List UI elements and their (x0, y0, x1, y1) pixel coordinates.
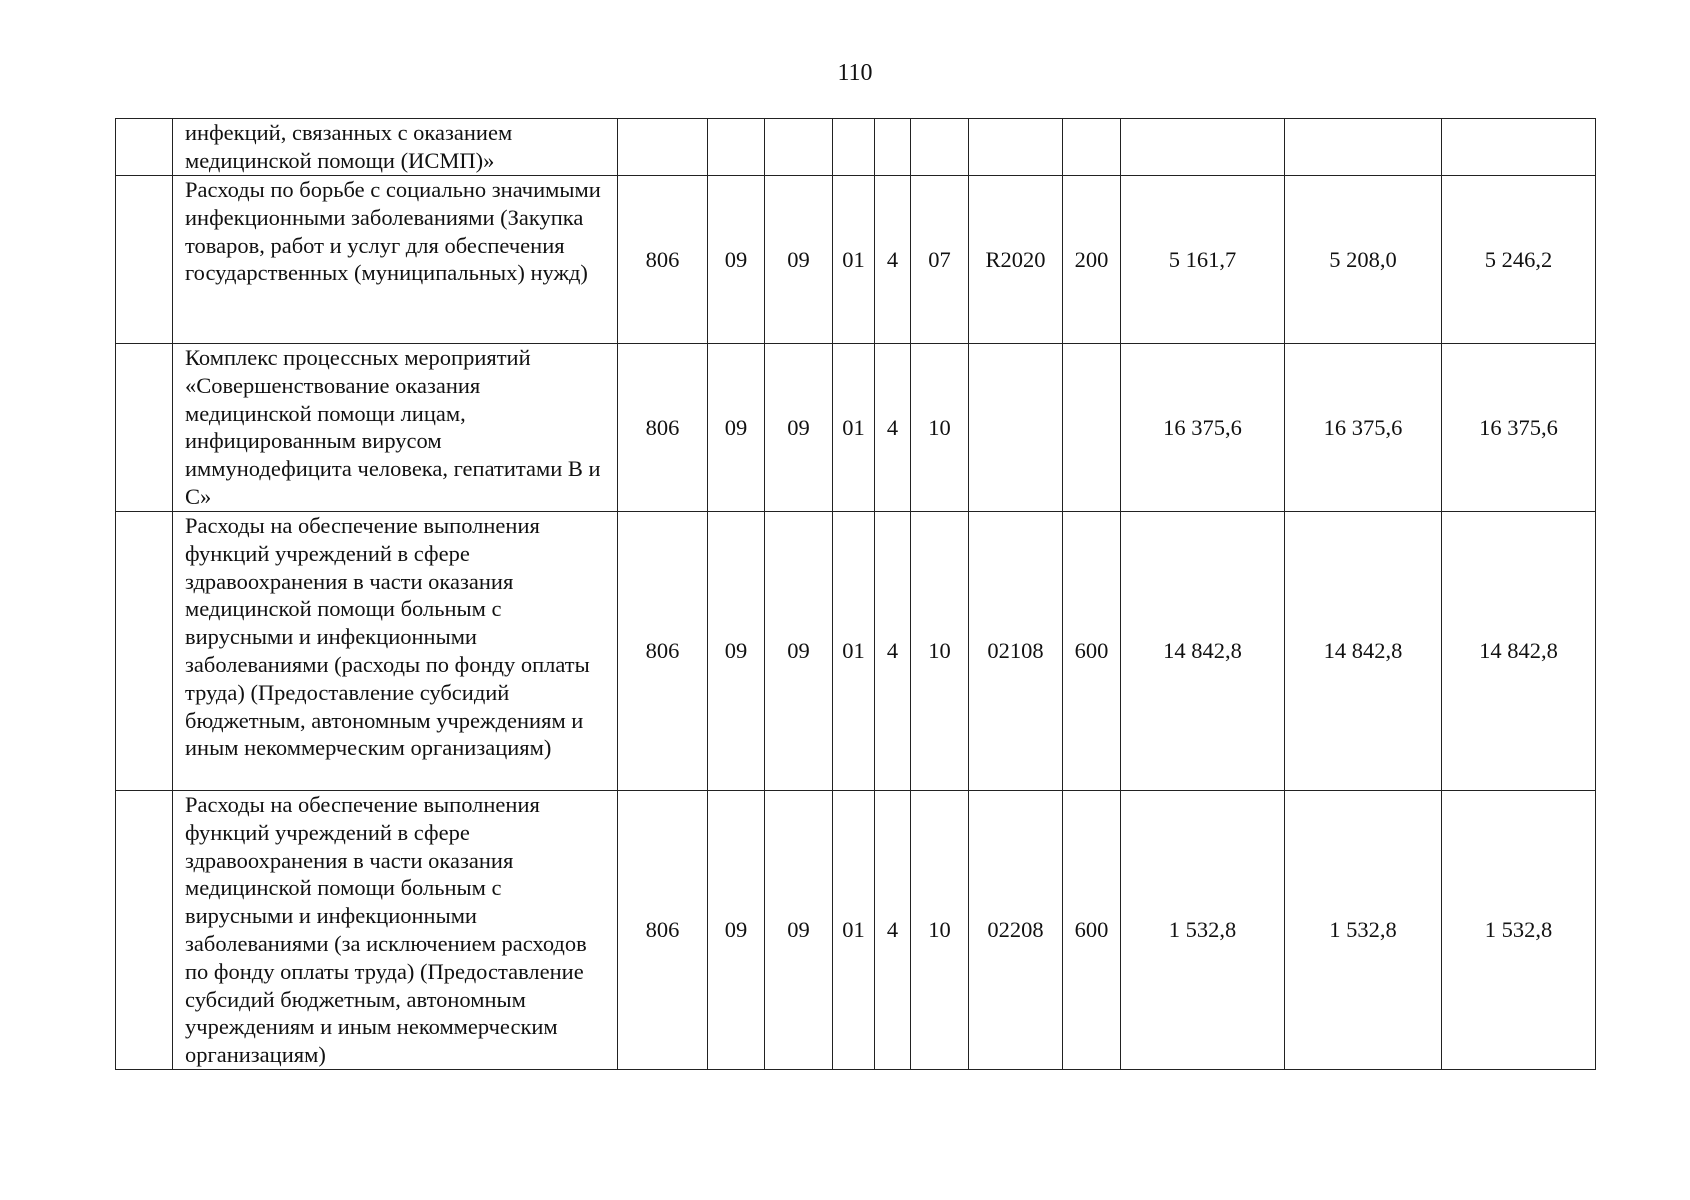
expense-direction-cell: 02108 (969, 512, 1063, 791)
expense-type-cell: 600 (1063, 512, 1121, 791)
row-name-cell: Расходы на обеспечение выполнения функций учреждений в сфере здравоохранения в части оказания медицинской помощи больным с вирусными и инфекционными заболеваниями (за исключением расходов по фонду оплаты труда) (Предоставление субсидий бюджетным, автономным учреждениям и иным некоммерческим организациям) (173, 791, 618, 1070)
grbs-cell: 806 (618, 512, 708, 791)
grbs-cell (618, 119, 708, 176)
row-name-cell: Расходы по борьбе с социально значимыми инфекционными заболеваниями (Закупка товаров, работ и услуг для обеспечения государственных (муниципальных) нужд) (173, 176, 618, 344)
amount-year2-cell: 5 208,0 (1285, 176, 1442, 344)
program-code-cell: 01 (833, 791, 875, 1070)
program-code-cell: 01 (833, 176, 875, 344)
section-cell: 09 (708, 176, 765, 344)
program-type-cell: 4 (875, 512, 911, 791)
grbs-cell: 806 (618, 176, 708, 344)
expense-direction-cell (969, 344, 1063, 512)
amount-year2-cell: 1 532,8 (1285, 791, 1442, 1070)
structural-element-cell: 07 (911, 176, 969, 344)
amount-year3-cell (1442, 119, 1596, 176)
expense-direction-cell: R2020 (969, 176, 1063, 344)
amount-year3-cell: 5 246,2 (1442, 176, 1596, 344)
expense-type-cell (1063, 344, 1121, 512)
program-code-cell: 01 (833, 512, 875, 791)
subsection-cell: 09 (765, 791, 833, 1070)
table-row (116, 791, 1596, 1070)
amount-year3-cell: 16 375,6 (1442, 344, 1596, 512)
structural-element-cell: 10 (911, 791, 969, 1070)
amount-year2-cell: 14 842,8 (1285, 512, 1442, 791)
row-name-cell: Комплекс процессных мероприятий «Совершенствование оказания медицинской помощи лицам, инфицированным вирусом иммунодефицита человека, гепатитами В и С» (173, 344, 618, 512)
program-type-cell: 4 (875, 176, 911, 344)
expense-direction-cell: 02208 (969, 791, 1063, 1070)
section-cell (708, 119, 765, 176)
grbs-cell: 806 (618, 791, 708, 1070)
row-name-cell: инфекций, связанных с оказанием медицинской помощи (ИСМП)» (173, 119, 618, 176)
table-row (116, 344, 1596, 512)
expense-direction-cell (969, 119, 1063, 176)
table-row (116, 119, 1596, 176)
row-index-cell (116, 176, 173, 344)
amount-year1-cell: 14 842,8 (1121, 512, 1285, 791)
program-type-cell (875, 119, 911, 176)
structural-element-cell (911, 119, 969, 176)
section-cell: 09 (708, 791, 765, 1070)
program-code-cell (833, 119, 875, 176)
subsection-cell (765, 119, 833, 176)
page-number: 110 (837, 60, 873, 86)
amount-year1-cell: 1 532,8 (1121, 791, 1285, 1070)
section-cell: 09 (708, 512, 765, 791)
expense-type-cell: 600 (1063, 791, 1121, 1070)
amount-year2-cell: 16 375,6 (1285, 344, 1442, 512)
program-type-cell: 4 (875, 344, 911, 512)
table-row (116, 512, 1596, 791)
amount-year1-cell: 5 161,7 (1121, 176, 1285, 344)
row-index-cell (116, 119, 173, 176)
subsection-cell: 09 (765, 344, 833, 512)
row-index-cell (116, 512, 173, 791)
section-cell: 09 (708, 344, 765, 512)
amount-year1-cell (1121, 119, 1285, 176)
table-row (116, 176, 1596, 344)
amount-year1-cell: 16 375,6 (1121, 344, 1285, 512)
budget-table (115, 118, 1596, 1070)
grbs-cell: 806 (618, 344, 708, 512)
row-index-cell (116, 344, 173, 512)
expense-type-cell (1063, 119, 1121, 176)
program-code-cell: 01 (833, 344, 875, 512)
amount-year2-cell (1285, 119, 1442, 176)
structural-element-cell: 10 (911, 512, 969, 791)
program-type-cell: 4 (875, 791, 911, 1070)
row-index-cell (116, 791, 173, 1070)
subsection-cell: 09 (765, 176, 833, 344)
structural-element-cell: 10 (911, 344, 969, 512)
amount-year3-cell: 14 842,8 (1442, 512, 1596, 791)
subsection-cell: 09 (765, 512, 833, 791)
amount-year3-cell: 1 532,8 (1442, 791, 1596, 1070)
expense-type-cell: 200 (1063, 176, 1121, 344)
row-name-cell: Расходы на обеспечение выполнения функций учреждений в сфере здравоохранения в части оказания медицинской помощи больным с вирусными и инфекционными заболеваниями (расходы по фонду оплаты труда) (Предоставление субсидий бюджетным, автономным учреждениям и иным некоммерческим организациям) (173, 512, 618, 791)
